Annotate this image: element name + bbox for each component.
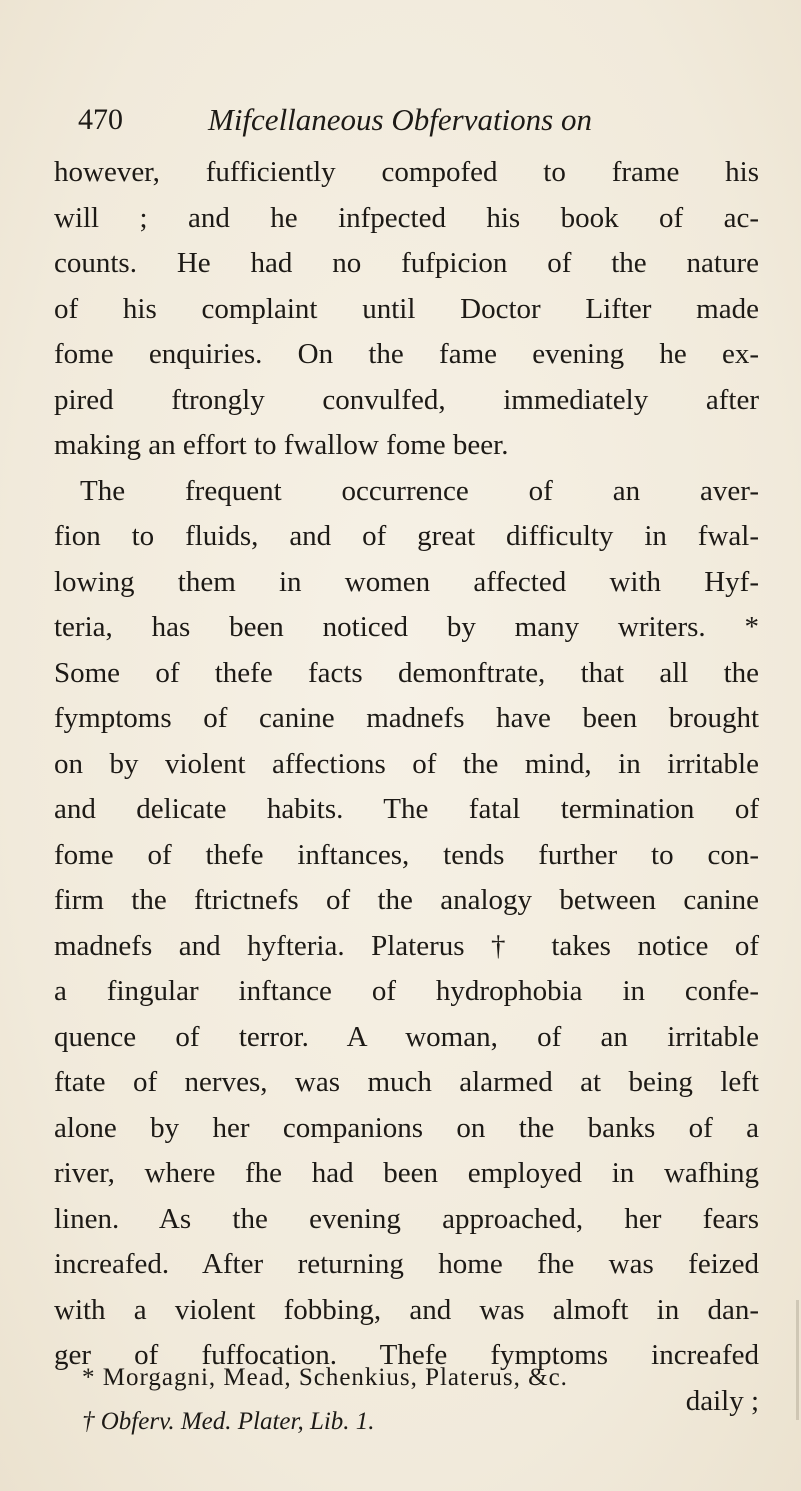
text-line: quence of terror. A woman, of an irritable	[54, 1020, 759, 1053]
page-number: 470	[78, 103, 123, 136]
text-line: fymptoms of canine madnefs have been brought	[54, 702, 759, 734]
text-line: and delicate habits. The fatal termination of	[54, 793, 759, 825]
text-line: ger of fuffocation. Thefe fymptoms increafed	[54, 1339, 759, 1371]
paper-mark	[796, 1300, 799, 1420]
text-line: on by violent affections of the mind, in irritable	[54, 747, 759, 780]
text-line: with a violent fobbing, and was almoft in dan-	[54, 1293, 759, 1326]
text-line: firm the ftrictnefs of the analogy between canine	[54, 884, 759, 916]
text-line: fion to fluids, and of great difficulty in fwal-	[54, 520, 759, 552]
text-line: however, fufficiently compofed to frame his	[54, 156, 759, 188]
footnote-second: † Obferv. Med. Plater, Lib. 1.	[82, 1408, 375, 1435]
text-line: Some of thefe facts demonftrate, that all the	[54, 656, 759, 689]
page-header	[78, 98, 738, 142]
text-line: The frequent occurrence of an aver-	[80, 474, 759, 507]
text-line: linen. As the evening approached, her fears	[54, 1202, 759, 1235]
catchword-line: daily ;	[685, 1384, 759, 1417]
text-line: pired ftrongly convulfed, immediately after	[54, 383, 759, 416]
text-line: fome of thefe inftances, tends further to con-	[54, 838, 759, 871]
text-line: fome enquiries. On the fame evening he ex-	[54, 338, 759, 370]
text-line: of his complaint until Doctor Lifter made	[54, 292, 759, 325]
text-line: teria, has been noticed by many writers. *	[54, 611, 759, 643]
text-line: increafed. After returning home fhe was feized	[54, 1248, 759, 1280]
text-line: river, where fhe had been employed in wafhing	[54, 1157, 759, 1189]
text-line: a fingular inftance of hydrophobia in confe-	[54, 975, 759, 1007]
text-line: madnefs and hyfteria. Platerus † takes notice of	[54, 929, 759, 962]
text-line: lowing them in women affected with Hyf-	[54, 565, 759, 598]
text-line: alone by her companions on the banks of a	[54, 1111, 759, 1144]
body-text	[54, 150, 759, 1424]
footnotes	[54, 1356, 759, 1444]
footnote-first: * Morgagni, Mead, Schenkius, Platerus, &c.	[82, 1364, 568, 1391]
running-title: Mifcellaneous Obfervations on	[208, 102, 592, 137]
text-line: will ; and he infpected his book of ac-	[54, 201, 759, 234]
text-line: ftate of nerves, was much alarmed at being left	[54, 1066, 759, 1098]
text-line: counts. He had no fufpicion of the nature	[54, 247, 759, 279]
text-line: making an effort to fwallow fome beer.	[54, 429, 509, 461]
